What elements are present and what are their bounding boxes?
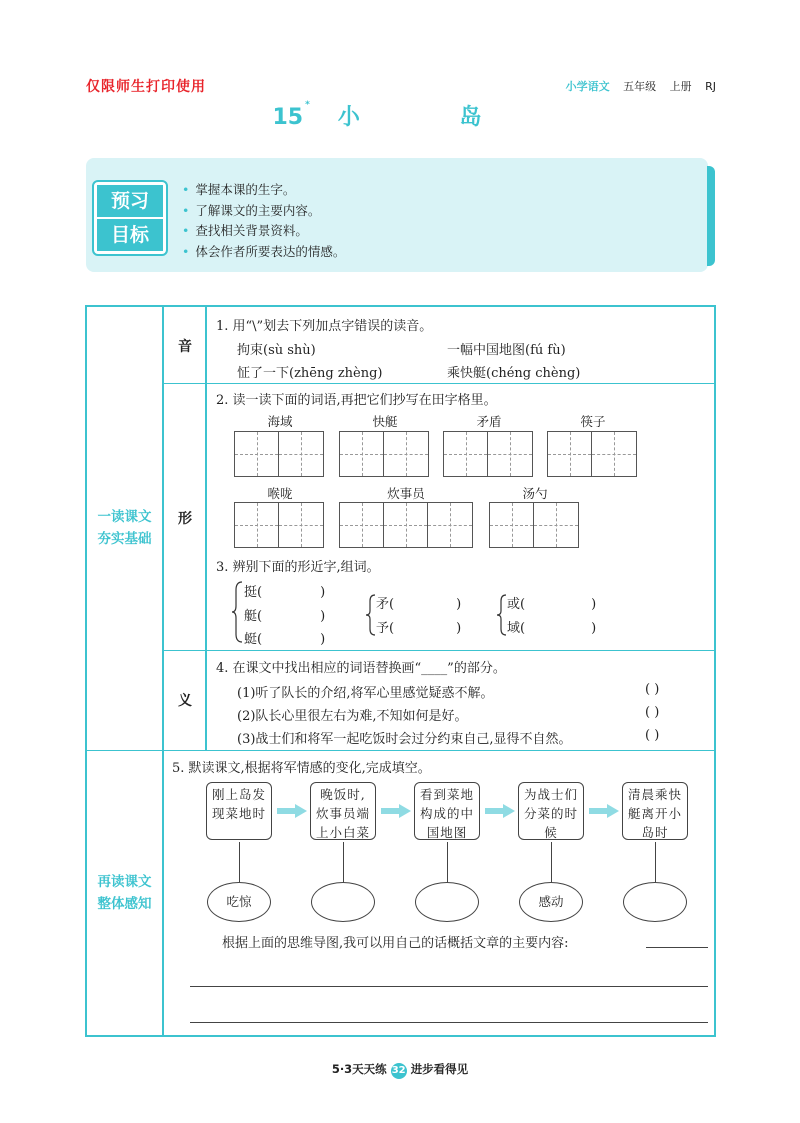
word-label: 喉咙 [267, 486, 293, 501]
answer-blank[interactable]: ( ) [645, 682, 660, 697]
pinyin-item[interactable]: 拘束(sù shù) [237, 343, 316, 358]
pinyin-item[interactable]: 乘快艇(chéng chèng) [447, 366, 581, 381]
footer [0, 1061, 800, 1079]
arrow-right-icon [589, 804, 619, 818]
word-pair[interactable]: 矛( ) [376, 597, 462, 612]
emotion-oval[interactable]: 感动 [519, 882, 583, 922]
lesson-title [0, 100, 800, 131]
goal-item: • 掌握本课的生字。 [182, 180, 345, 201]
replace-sentence: (2)队长心里很左右为难,不知如何是好。 [237, 709, 468, 724]
table-bottom-border [85, 1035, 715, 1037]
word-pair[interactable]: 挺( ) [244, 585, 326, 600]
footer-brand: 5·3天天练 [331, 1062, 387, 1076]
connector-line [447, 842, 448, 882]
emotion-oval[interactable] [311, 882, 375, 922]
section-label-basics: 一读课文 夯实基础 [97, 509, 152, 547]
lesson-number: 15 [272, 105, 304, 130]
section-divider [85, 750, 715, 751]
badge-bottom: 目标 [97, 219, 163, 251]
replace-sentence: (3)战士们和将军一起吃饭时会过分约束自己,显得不自然。 [237, 732, 572, 747]
question-3-prompt: 3. 辨别下面的形近字,组词。 [216, 560, 380, 575]
tianzige-grid[interactable] [234, 431, 324, 477]
table-top-border [85, 305, 715, 307]
optional-mark: * [305, 100, 310, 110]
goal-item: • 查找相关背景资料。 [182, 221, 345, 242]
word-pair[interactable]: 域( ) [507, 621, 597, 636]
stage-box: 为战士们分菜的时候 [518, 782, 584, 840]
emotion-oval[interactable] [415, 882, 479, 922]
lesson-name: 小 岛 [337, 105, 528, 130]
badge-top: 预习 [97, 185, 163, 217]
word-label: 筷子 [580, 414, 606, 429]
category-form: 形 [178, 511, 192, 527]
question-5-prompt: 5. 默读课文,根据将军情感的变化,完成填空。 [172, 761, 431, 776]
category-sound: 音 [178, 339, 192, 355]
answer-line[interactable] [190, 986, 708, 987]
answer-line[interactable] [646, 947, 708, 948]
connector-line [655, 842, 656, 882]
word-pair[interactable]: 或( ) [507, 597, 597, 612]
footer-slogan: 进步看得见 [410, 1062, 469, 1076]
connector-line [551, 842, 552, 882]
emotion-oval[interactable]: 吃惊 [207, 882, 271, 922]
section-label-overview: 再读课文 整体感知 [97, 874, 152, 912]
pinyin-item[interactable]: 一幅中国地图(fú fù) [447, 343, 566, 358]
preview-panel-tab [707, 166, 715, 266]
arrow-right-icon [277, 804, 307, 818]
arrow-right-icon [485, 804, 515, 818]
tianzige-grid[interactable] [443, 431, 533, 477]
connector-line [239, 842, 240, 882]
question-1-prompt: 1. 用“\”划去下列加点字错误的读音。 [216, 319, 433, 334]
page-number: 32 [391, 1063, 407, 1079]
word-pair[interactable]: 蜓( ) [244, 632, 326, 647]
tianzige-grid[interactable] [339, 431, 429, 477]
word-pair[interactable]: 予( ) [376, 621, 462, 636]
preview-goals-panel [86, 158, 708, 272]
answer-line[interactable] [190, 1022, 708, 1023]
question-4-prompt: 4. 在课文中找出相应的词语替换画“____”的部分。 [216, 661, 506, 676]
stage-box: 看到菜地构成的中国地图 [414, 782, 480, 840]
tianzige-grid[interactable] [234, 502, 324, 548]
answer-blank[interactable]: ( ) [645, 705, 660, 720]
connector-line [343, 842, 344, 882]
table-right-border [714, 305, 716, 1037]
tianzige-grid[interactable] [489, 502, 579, 548]
question-2-prompt: 2. 读一读下面的词语,再把它们抄写在田字格里。 [216, 393, 497, 408]
goal-item: • 了解课文的主要内容。 [182, 201, 345, 222]
word-label: 汤勺 [522, 486, 548, 501]
table-left-border [85, 305, 87, 1037]
category-column-divider [205, 305, 207, 750]
stage-box: 刚上岛发现菜地时 [206, 782, 272, 840]
stage-box: 清晨乘快艇离开小岛时 [622, 782, 688, 840]
emotion-oval[interactable] [623, 882, 687, 922]
section-column-divider [162, 305, 164, 1037]
stage-box: 晚饭时,炊事员端上小白菜 [310, 782, 376, 840]
row-divider [163, 650, 715, 651]
row-divider [163, 383, 715, 384]
preview-badge [92, 180, 168, 256]
brace-icon [366, 594, 376, 636]
tianzige-grid[interactable] [339, 502, 473, 548]
answer-blank[interactable]: ( ) [645, 728, 660, 743]
arrow-right-icon [381, 804, 411, 818]
tianzige-grid[interactable] [547, 431, 637, 477]
grade: 五年级 [623, 80, 657, 93]
brace-icon [232, 580, 244, 644]
goal-list [182, 180, 345, 262]
goal-item: • 体会作者所要表达的情感。 [182, 242, 345, 263]
category-meaning: 义 [178, 693, 192, 709]
print-restriction-notice: 仅限师生打印使用 [86, 79, 206, 95]
word-label: 矛盾 [476, 414, 502, 429]
replace-sentence: (1)听了队长的介绍,将军心里感觉疑惑不解。 [237, 686, 494, 701]
brace-icon [497, 594, 507, 636]
pinyin-item[interactable]: 怔了一下(zhēng zhèng) [237, 366, 383, 381]
edition: RJ [705, 80, 716, 93]
word-label: 海域 [267, 414, 293, 429]
summary-prompt: 根据上面的思维导图,我可以用自己的话概括文章的主要内容: [222, 936, 569, 951]
volume: 上册 [669, 80, 692, 93]
subject: 小学语文 [565, 80, 610, 93]
word-label: 快艇 [372, 414, 398, 429]
word-pair[interactable]: 艇( ) [244, 609, 326, 624]
word-label: 炊事员 [387, 486, 425, 501]
book-info [556, 78, 716, 94]
